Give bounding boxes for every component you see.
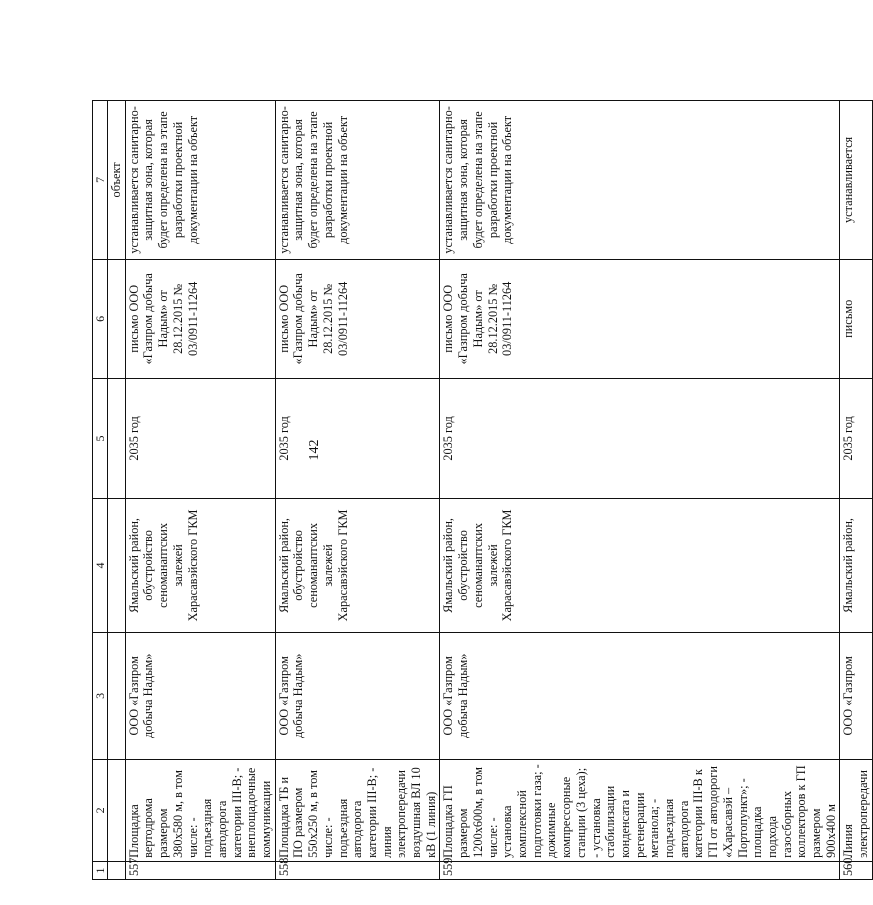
header-col-6: 6: [93, 259, 108, 378]
source: письмо: [840, 259, 872, 378]
header-col-4: 4: [93, 499, 108, 633]
table-row: [125, 101, 275, 880]
location: Ямальский район, обустройство сеноманаптских залежей Харасавэйского ГКМ: [275, 499, 440, 633]
zone-note: устанавливается санитарно-защитная зона, которая будет определена на этапе разработки проектной документации на объект: [125, 101, 275, 260]
table-row: [440, 101, 840, 880]
table-row: [840, 101, 872, 880]
object-name: Площадка ТБ и ПО размером 550х250 м, в том числе: - подъездная автодорога категории III-В; - линия электропередачи воздушная ВЛ 10 кВ (1 линия): [275, 759, 440, 861]
owner: ООО «Газпром добыча Надым»: [125, 632, 275, 759]
row-number: 557.: [125, 861, 275, 879]
location: Ямальский район,: [840, 499, 872, 633]
term: 2035 год: [125, 378, 275, 498]
zone-note: устанавливается санитарно-защитная зона, которая будет определена на этапе разработки проектной документации на объект: [440, 101, 840, 260]
row-number: 559.: [440, 861, 840, 879]
header-col-3: 3: [93, 632, 108, 759]
rotated-table-wrapper: [92, 100, 871, 880]
object-name: Линия электропередачи: [840, 759, 872, 861]
location: Ямальский район, обустройство сеноманаптских залежей Харасавэйского ГКМ: [440, 499, 840, 633]
source: письмо ООО «Газпром добыча Надым» от 28.12.2015 № 03/0911-11264: [275, 259, 440, 378]
carry-cell: объект: [108, 101, 126, 260]
objects-table: [92, 100, 873, 880]
header-col-1: 1: [93, 861, 108, 879]
header-col-5: 5: [93, 378, 108, 498]
row-number: 560.: [840, 861, 872, 879]
location: Ямальский район, обустройство сеноманаптских залежей Харасавэйского ГКМ: [125, 499, 275, 633]
table-row: [275, 101, 440, 880]
zone-note: устанавливается санитарно-защитная зона, которая будет определена на этапе разработки проектной документации на объект: [275, 101, 440, 260]
owner: ООО «Газпром: [840, 632, 872, 759]
source: письмо ООО «Газпром добыча Надым» от 28.12.2015 № 03/0911-11264: [440, 259, 840, 378]
header-col-7: 7: [93, 101, 108, 260]
zone-note: устанавливается: [840, 101, 872, 260]
term: 2035 год: [440, 378, 840, 498]
carry-row: [108, 101, 126, 880]
owner: ООО «Газпром добыча Надым»: [275, 632, 440, 759]
object-name: Площадка вертодрома размером 380х580 м, в том числе: - подъездная автодорога категории III-В; - внеплощадочные коммуникации: [125, 759, 275, 861]
term: 2035 год: [840, 378, 872, 498]
source: письмо ООО «Газпром добыча Надым» от 28.12.2015 № 03/0911-11264: [125, 259, 275, 378]
owner: ООО «Газпром добыча Надым»: [440, 632, 840, 759]
header-col-2: 2: [93, 759, 108, 861]
object-name: Площадка ГП размером 1200х600м, в том числе: - установка комплексной подготовки газа; - дожимные компрессорные станции (3 цеха); - установка стабилизации конденсата и регенерации метанола; - подъездная автодорога категории III-В к ГП от автодороги «Харасавэй – Портопункт»; - площадка подхода газосборных коллекторов к ГП размером 900х400 м: [440, 759, 840, 861]
header-row: [93, 101, 108, 880]
row-number: 558.: [275, 861, 440, 879]
term: 2035 год: [275, 378, 440, 498]
page-number: 142: [307, 439, 322, 461]
